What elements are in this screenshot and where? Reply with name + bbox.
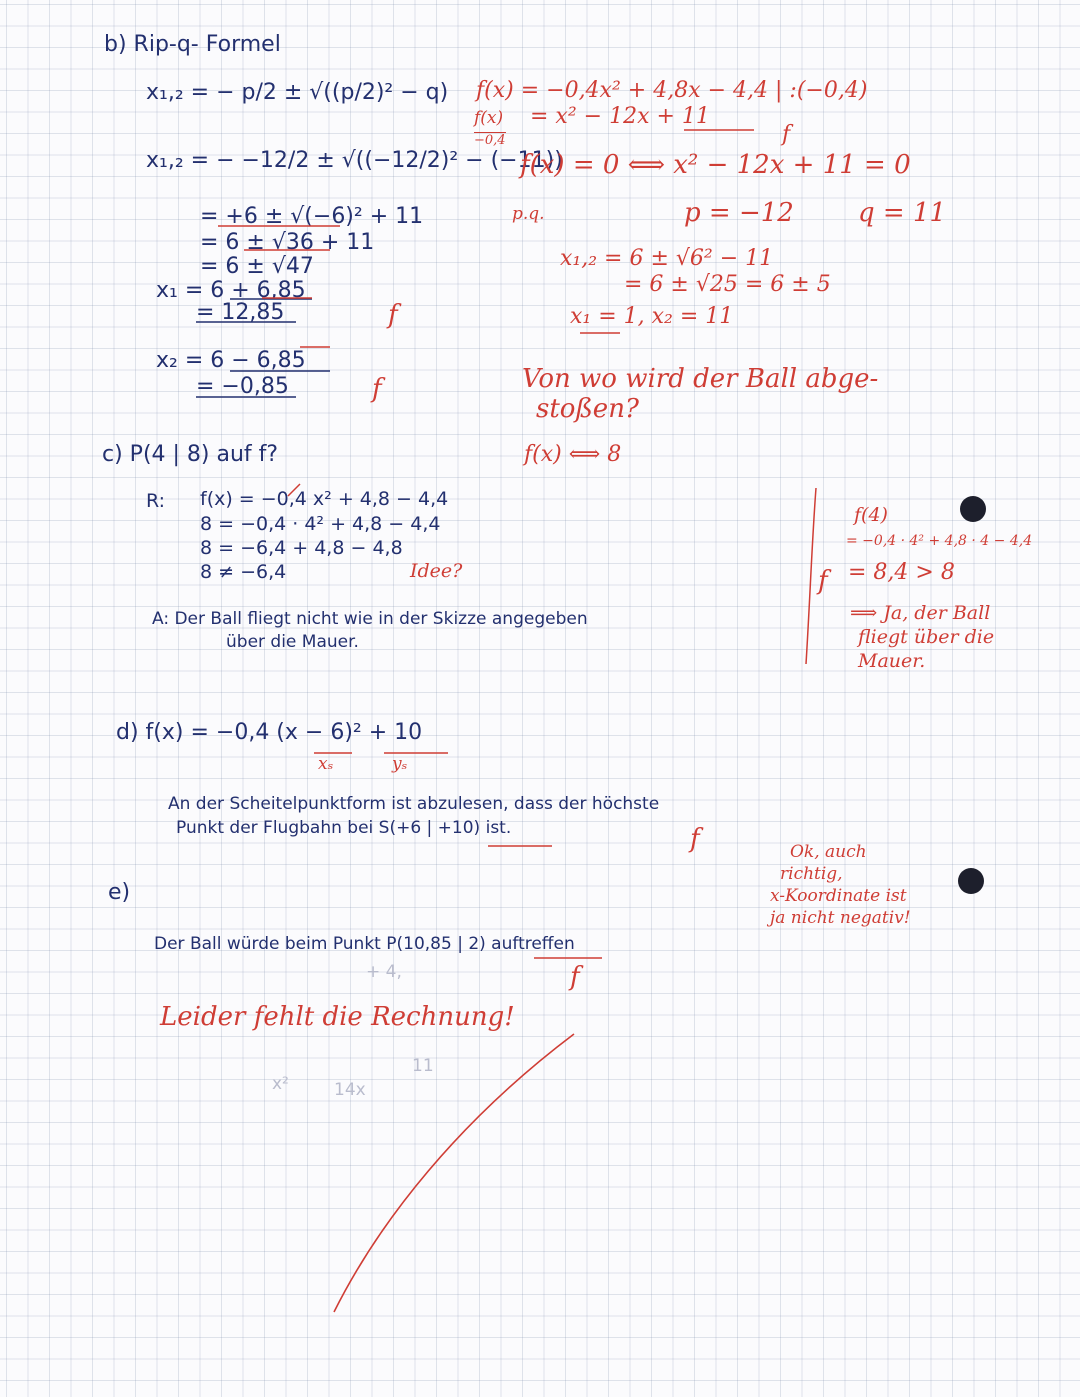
faint-trace-1: + 4, <box>366 962 402 982</box>
faint-trace-2: x² <box>272 1074 289 1094</box>
red-slash-stroke <box>334 1034 574 1312</box>
task-c-line-4: 8 ≠ −6,4 <box>200 561 287 583</box>
correction-fx-numerator: f(x) <box>474 108 504 128</box>
task-e-label: e) <box>108 880 131 905</box>
faint-trace-4: 11 <box>412 1056 434 1076</box>
task-c-title: c) P(4 | 8) auf f? <box>102 442 279 467</box>
correction-d-note-3: x-Koordinate ist <box>770 886 907 906</box>
correction-fx-equals-8: f(x) ⟺ 8 <box>524 442 622 467</box>
pq-step-1: = +6 ± √(−6)² + 11 <box>200 204 424 229</box>
pq-formula: x₁,₂ = − p/2 ± √((p/2)² − q) <box>146 80 449 105</box>
correction-final-comment: Leider fehlt die Rechnung! <box>160 1002 515 1032</box>
task-c-r-label: R: <box>146 490 166 512</box>
correction-function: f(x) = −0,4x² + 4,8x − 4,4 | :(−0,4) <box>476 78 868 103</box>
x1-line-2: = 12,85 <box>196 300 285 325</box>
correction-f-mark-c: f <box>818 566 828 596</box>
correction-question-1: Von wo wird der Ball abge- <box>522 364 879 394</box>
correction-x12-line-2: = 6 ± √25 = 6 ± 5 <box>624 272 831 297</box>
correction-f-mark-d: f <box>690 824 700 854</box>
correction-question-2: stoßen? <box>536 394 639 424</box>
correction-f4-label: f(4) <box>854 504 888 526</box>
task-c-answer-1: A: Der Ball fliegt nicht wie in der Skizze angegeben <box>152 609 588 629</box>
correction-p-value: p = −12 <box>684 198 794 228</box>
correction-f-mark-e: f <box>570 962 580 992</box>
correction-ja-1: ⟹ Ja, der Ball <box>850 602 991 624</box>
task-e-text: Der Ball würde beim Punkt P(10,85 | 2) auftreffen <box>154 934 575 954</box>
pq-step-3: = 6 ± √47 <box>200 254 314 279</box>
task-b-title: b) Rip-q- Formel <box>104 32 281 57</box>
correction-f-mark-1: f <box>782 122 791 147</box>
faint-trace-3: 14x <box>334 1080 366 1100</box>
x1-line-1: x₁ = 6 + 6,85 <box>156 278 306 303</box>
task-d-text-2: Punkt der Flugbahn bei S(+6 | +10) ist. <box>176 818 512 838</box>
x2-line-1: x₂ = 6 − 6,85 <box>156 348 306 373</box>
task-c-answer-2: über die Mauer. <box>226 632 359 652</box>
correction-f4-result: = 8,4 > 8 <box>848 560 955 585</box>
correction-ja-3: Mauer. <box>858 650 926 672</box>
pq-substitution: x₁,₂ = − −12/2 ± √((−12/2)² − (−11)) <box>146 148 563 173</box>
correction-d-note-1: Ok, auch <box>790 842 867 862</box>
correction-zero-condition: f(x) = 0 ⟺ x² − 12x + 11 = 0 <box>520 150 911 180</box>
correction-d-note-4: ja nicht negativ! <box>770 908 911 928</box>
vertex-xs-label: xₛ <box>318 754 334 774</box>
correction-f-mark-x1: f <box>388 300 398 330</box>
task-c-line-3: 8 = −6,4 + 4,8 − 4,8 <box>200 537 403 559</box>
correction-pq-label: p.q. <box>512 204 545 224</box>
pq-step-2: = 6 ± √36 + 11 <box>200 230 375 255</box>
task-d-text-1: An der Scheitelpunktform ist abzulesen, dass der höchste <box>168 794 660 814</box>
task-d-formula: d) f(x) = −0,4 (x − 6)² + 10 <box>116 720 423 745</box>
correction-f-mark-x2: f <box>372 374 382 404</box>
x2-line-2: = −0,85 <box>196 374 289 399</box>
correction-x12-line-1: x₁,₂ = 6 ± √6² − 11 <box>560 246 774 271</box>
vertex-ys-label: yₛ <box>392 754 408 774</box>
correction-f4-calc: = −0,4 · 4² + 4,8 · 4 − 4,4 <box>846 533 1033 549</box>
correction-idea: Idee? <box>410 560 463 582</box>
correction-normal-form: = x² − 12x + 11 <box>530 104 710 129</box>
correction-fx-denominator: −0,4 <box>474 133 506 148</box>
correction-ja-2: fliegt über die <box>858 626 995 648</box>
correction-d-note-2: richtig, <box>780 864 843 884</box>
task-c-line-2: 8 = −0,4 · 4² + 4,8 − 4,4 <box>200 513 441 535</box>
task-c-line-1: f(x) = −0,4 x² + 4,8 − 4,4 <box>200 488 449 510</box>
correction-roots: x₁ = 1, x₂ = 11 <box>570 304 734 329</box>
correction-q-value: q = 11 <box>858 198 947 228</box>
red-cross-out <box>288 484 300 496</box>
red-divider-line <box>806 488 816 664</box>
